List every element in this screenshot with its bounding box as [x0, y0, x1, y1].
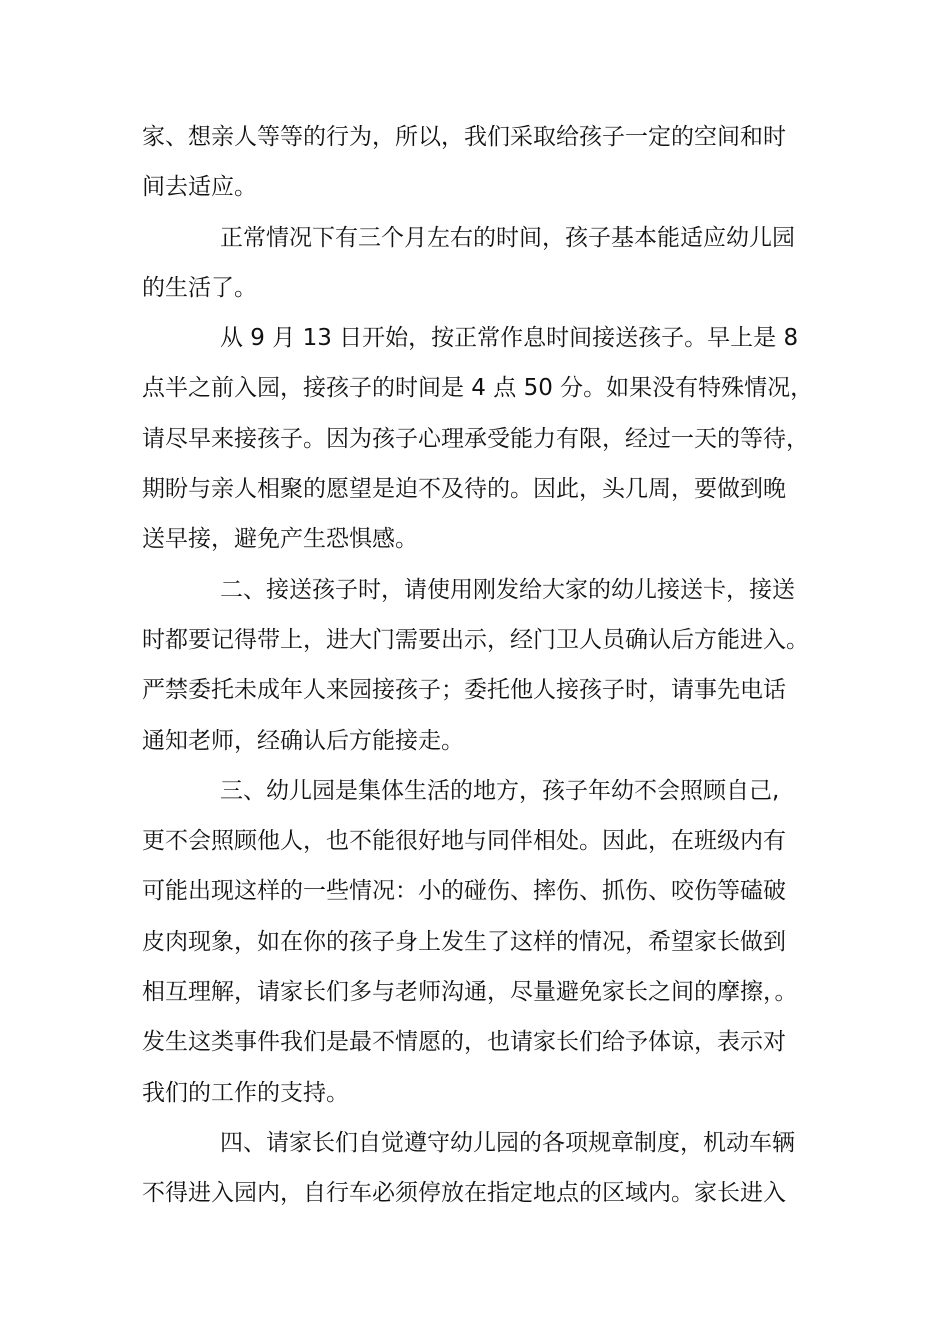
paragraph-first-line: 从 9 月 13 日开始，按正常作息时间接送孩子。早上是 8	[220, 325, 799, 352]
text-line: 皮肉现象，如在你的孩子身上发生了这样的情况，希望家长做到	[142, 928, 786, 955]
text-line: 间去适应。	[142, 174, 257, 201]
text-line: 请尽早来接孩子。因为孩子心理承受能力有限，经过一天的等待，	[142, 425, 809, 452]
text-line: 期盼与亲人相聚的愿望是迫不及待的。因此，头几周，要做到晚	[142, 476, 786, 503]
text-line: 严禁委托未成年人来园接孩子；委托他人接孩子时，请事先电话	[142, 677, 786, 704]
paragraph-first-line: 二、接送孩子时，请使用刚发给大家的幼儿接送卡，接送	[220, 576, 795, 603]
text-line: 送早接，避免产生恐惧感。	[142, 526, 418, 553]
text-line: 我们的工作的支持。	[142, 1079, 349, 1106]
text-line: 可能出现这样的一些情况：小的碰伤、摔伤、抓伤、咬伤等磕破	[142, 878, 786, 905]
paragraph-first-line: 三、幼儿园是集体生活的地方，孩子年幼不会照顾自己,	[220, 777, 780, 804]
document-body	[142, 112, 822, 1219]
text-line: 的生活了。	[142, 274, 257, 301]
text-line: 发生这类事件我们是最不情愿的，也请家长们给予体谅，表示对	[142, 1029, 786, 1056]
paragraph-first-line: 四、请家长们自觉遵守幼儿园的各项规章制度，机动车辆	[220, 1129, 795, 1156]
text-line: 相互理解，请家长们多与老师沟通，尽量避免家长之间的摩擦，。	[142, 979, 798, 1006]
text-line: 点半之前入园，接孩子的时间是 4 点 50 分。如果没有特殊情况，	[142, 375, 814, 402]
text-line: 时都要记得带上，进大门需要出示，经门卫人员确认后方能进入。	[142, 626, 809, 653]
text-line: 不得进入园内，自行车必须停放在指定地点的区域内。家长进入	[142, 1180, 786, 1207]
text-line: 家、想亲人等等的行为，所以，我们采取给孩子一定的空间和时	[142, 124, 786, 150]
text-line: 更不会照顾他人，也不能很好地与同伴相处。因此，在班级内有	[142, 828, 786, 855]
text-line: 通知老师，经确认后方能接走。	[142, 727, 464, 754]
paragraph-first-line: 正常情况下有三个月左右的时间，孩子基本能适应幼儿园	[220, 224, 795, 251]
